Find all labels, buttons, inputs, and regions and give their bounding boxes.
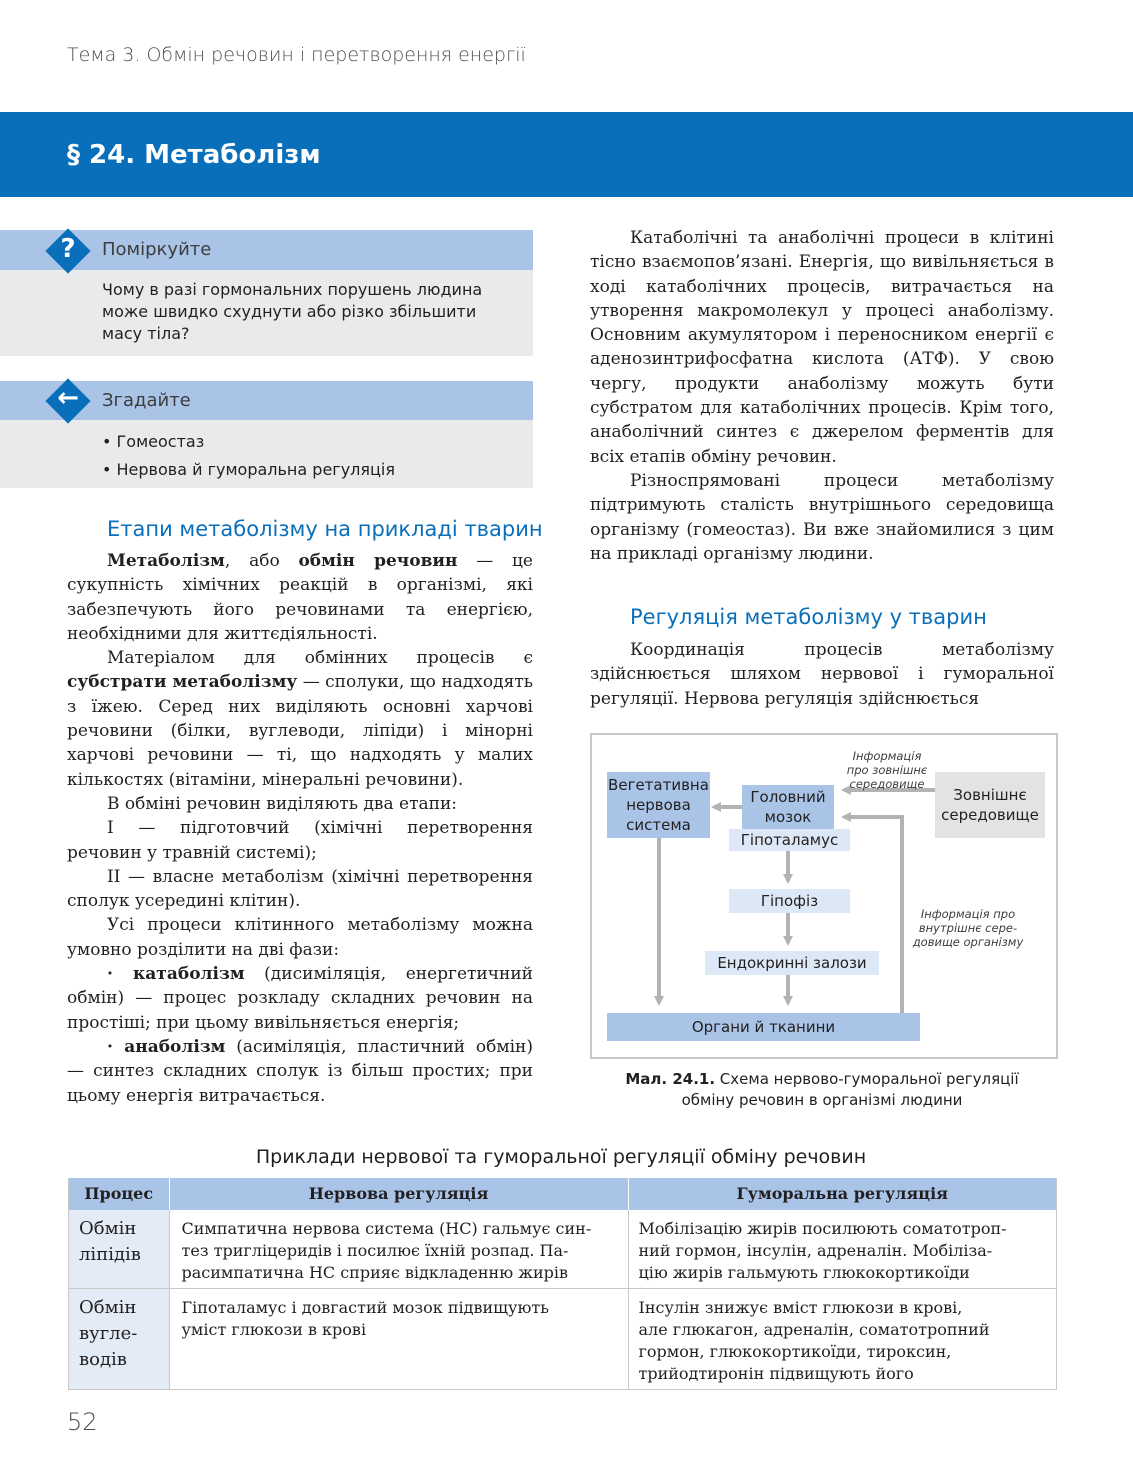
note-line: про зовнішнє	[846, 763, 928, 777]
text: , або	[224, 551, 299, 571]
paragraph	[67, 646, 533, 792]
node-line: Головний	[750, 788, 826, 806]
text: (асиміляція, пластичний обмін) — синтез складних сполук із більш простих; при цьому енергія витрачається.	[67, 1036, 533, 1106]
note-line: внутрішнє сере-	[918, 921, 1018, 935]
column-header: Процес	[69, 1178, 169, 1210]
page-title: § 24. Метаболізм	[67, 140, 321, 170]
note-line: Інформація	[852, 749, 922, 763]
text: — це сукупність хімічних реакцій в організмі, які забезпечують його речовинами та енергією, необхідними для життєдіяльності.	[67, 551, 533, 644]
recall-box-label: Згадайте	[102, 390, 191, 411]
arrow-left-icon: ←	[57, 383, 79, 413]
node-vegetative-nervous-system	[607, 772, 710, 838]
node-hypothalamus: Гіпоталамус	[729, 829, 850, 851]
cell-line: уміст глюкози в крові	[181, 1320, 367, 1339]
table-row	[69, 1289, 1056, 1390]
process-cell	[69, 1289, 169, 1390]
paragraph	[67, 549, 533, 646]
term: Метаболізм	[107, 551, 225, 571]
think-box-label: Поміркуйте	[102, 239, 212, 260]
paragraph: Усі процеси клітинного метаболізму можна умовно розділити на дві фази:	[67, 915, 533, 960]
node-line: система	[626, 816, 691, 834]
section-heading-stages: Етапи метаболізму на прикладі тварин	[107, 517, 543, 541]
table-frame	[68, 1178, 1057, 1390]
column-header: Гуморальна регуляція	[628, 1178, 1056, 1210]
node-endocrine-glands: Ендокринні залози	[705, 951, 879, 975]
cell-line: тез тригліцеридів і посилює їхній розпад. Па-	[181, 1241, 569, 1260]
caption-text: обміну речовин в організмі людини	[681, 1091, 963, 1109]
right-column-text-2	[590, 638, 1054, 711]
question-icon: ?	[60, 234, 76, 264]
recall-item: • Гомеостаз	[102, 432, 205, 451]
node-line: середовище	[941, 806, 1039, 824]
cell-line: Гіпоталамус і довгастий мозок підвищують	[181, 1298, 549, 1317]
think-line: масу тіла?	[102, 324, 190, 343]
running-head: Тема 3. Обмін речовин і перетворення енергії	[67, 44, 526, 66]
table-title: Приклади нервової та гуморальної регуляції обміну речовин	[255, 1146, 867, 1168]
note-line: Інформація про	[920, 907, 1016, 921]
paragraph: Координація процесів метаболізму здійснюється шляхом нервової і гуморальної регуляції. Нервова регуляція здійснюється	[590, 640, 1054, 709]
recall-box-list	[102, 428, 395, 484]
note-external-info	[832, 749, 942, 791]
left-column-text	[67, 549, 533, 1108]
term: · анаболізм	[107, 1036, 226, 1057]
cell-line: расимпатична НС сприяє відкладенню жирів	[181, 1263, 568, 1282]
cell-line: вугле-	[79, 1323, 138, 1344]
table-row	[69, 1210, 1056, 1289]
think-box-text	[102, 279, 482, 345]
text: Матеріалом для обмінних процесів є	[107, 648, 533, 669]
cell-line: Симпатична нервова система (НС) гальмує син-	[181, 1219, 592, 1238]
text: (дисиміляція, енергетичний обмін) — процес розкладу складних речовин на простіші; при цьому вивільняється енергія;	[67, 964, 533, 1033]
section-heading-regulation: Регуляція метаболізму у тварин	[630, 605, 987, 629]
note-line: довище організму	[912, 935, 1024, 949]
think-line: може швидко схуднути або різко збільшити	[102, 302, 477, 321]
nervous-cell	[169, 1289, 628, 1390]
nervous-cell	[169, 1210, 628, 1289]
process-cell	[69, 1210, 169, 1289]
node-line: Вегетативна	[608, 776, 709, 794]
table-header-row	[69, 1178, 1056, 1210]
text: — сполуки, що надходять з їжею. Серед них виділяють основні харчові речовини (білки, вуглеводи, ліпіди) і мінорні харчові речовини — ті, що надходять у малих кількостях (вітаміни, мінеральні речовини).	[67, 672, 533, 790]
cell-line: трийодтиронін підвищують його	[638, 1364, 914, 1383]
regulation-table	[69, 1178, 1056, 1389]
cell-line: гормон, глюкокортикоїди, тироксин,	[638, 1342, 952, 1361]
note-internal-info	[908, 907, 1028, 949]
paragraph: Катаболічні та анаболічні процеси в клітині тісно взаємопов’язані. Енергія, що вивільняється в ході катаболічних процесів, витрачається на утворення макромолекул у процесі анаболізму. Основним акумулятором і переносником енергії є аденозинтрифосфатна кислота (АТФ). У свою чергу, продукти анаболізму можуть бути субстратом для катаболічних процесів. Крім того, анаболічний синтез є джерелом ферментів для всіх етапів обміну речовин.	[590, 228, 1054, 467]
cell-line: Мобілізацію жирів посилюють соматотроп-	[638, 1219, 1007, 1238]
note-line: середовище	[849, 777, 925, 791]
paragraph: I — підготовчий (хімічні перетворення речовин у травній системі);	[67, 818, 533, 863]
paragraph: II — власне метаболізм (хімічні перетворення сполук усередині клітин).	[67, 866, 533, 912]
node-brain	[742, 785, 834, 829]
humoral-cell	[628, 1289, 1056, 1390]
recall-item: • Нервова й гуморальна регуляція	[102, 460, 395, 479]
recall-box	[0, 381, 533, 488]
column-header: Нервова регуляція	[169, 1178, 628, 1210]
cell-line: Обмін	[79, 1297, 137, 1318]
page-number: 52	[67, 1408, 98, 1436]
humoral-cell	[628, 1210, 1056, 1289]
figure-caption	[590, 1069, 1054, 1111]
think-line: Чому в разі гормональних порушень людина	[102, 280, 483, 299]
caption-label: Мал. 24.1.	[625, 1070, 716, 1088]
cell-line: Обмін	[79, 1218, 137, 1239]
right-column-text	[590, 226, 1054, 566]
cell-line: Інсулін знижує вміст глюкози в крові,	[638, 1298, 963, 1317]
cell-line: цію жирів гальмують глюкокортикоїди	[638, 1263, 970, 1282]
cell-line: ліпідів	[79, 1244, 141, 1265]
node-organs-tissues: Органи й тканини	[607, 1013, 920, 1041]
think-box	[0, 230, 533, 356]
arrow-organs-to-brain	[844, 817, 902, 1013]
term: обмін речовин	[298, 551, 458, 571]
node-pituitary: Гіпофіз	[729, 889, 850, 913]
regulation-diagram	[590, 733, 1058, 1059]
paragraph: Різноспрямовані процеси метаболізму підтримують сталість внутрішнього середовища організму (гомеостаз). Ви вже знайомилися з цим на прикладі організму людини.	[590, 470, 1054, 564]
cell-line: ний гормон, інсулін, адреналін. Мобіліза-	[638, 1241, 993, 1260]
caption-text: Схема нервово-гуморальної регуляції	[715, 1070, 1019, 1088]
paragraph: В обміні речовин виділяють два етапи:	[107, 793, 458, 814]
node-line: мозок	[764, 808, 812, 826]
node-line: Зовнішнє	[953, 786, 1027, 804]
paragraph	[67, 962, 533, 1035]
term: · катаболізм	[107, 964, 245, 985]
cell-line: але глюкагон, адреналін, соматотропний	[638, 1320, 990, 1339]
cell-line: водів	[79, 1349, 127, 1370]
node-line: нервова	[626, 796, 691, 814]
paragraph	[67, 1035, 533, 1108]
term: субстрати метаболізму	[67, 672, 298, 693]
node-external-environment	[935, 772, 1045, 838]
